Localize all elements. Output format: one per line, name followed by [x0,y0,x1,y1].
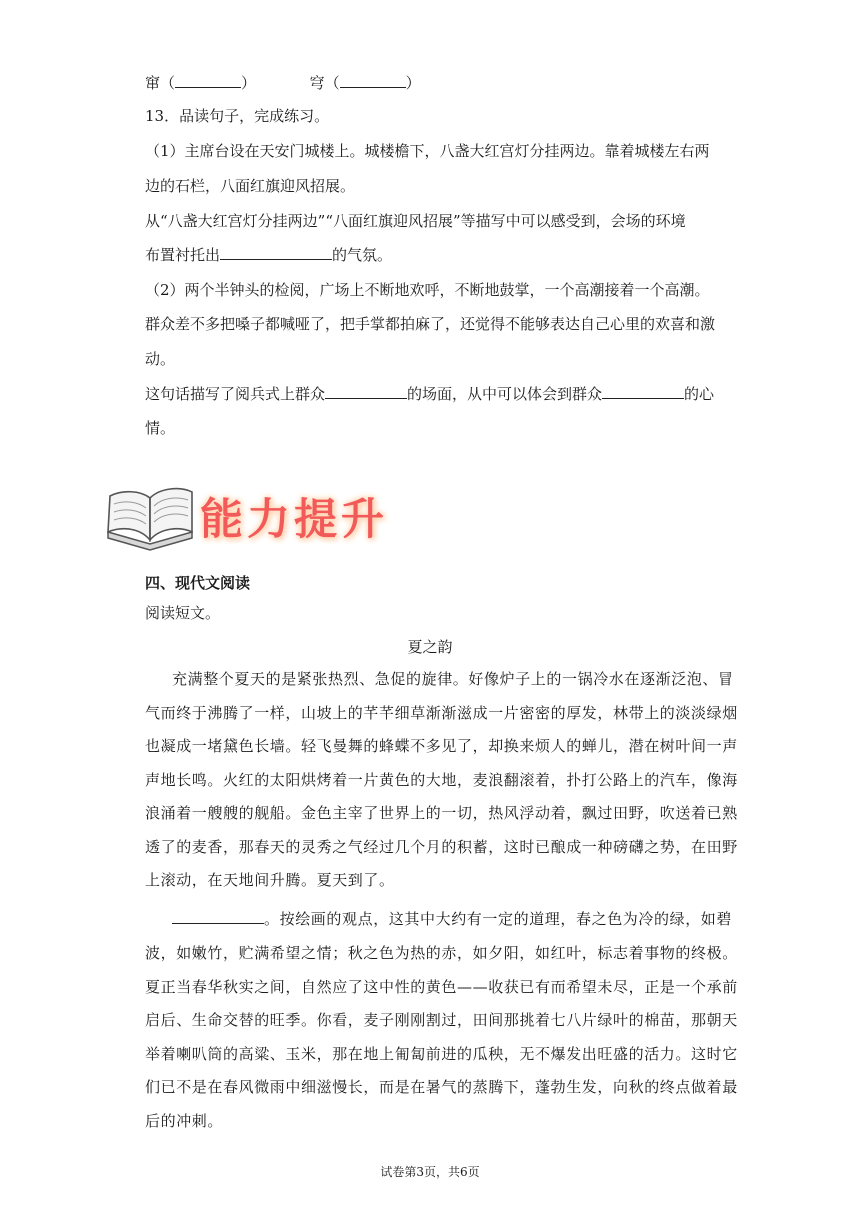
q12-char1: 窜 [145,74,161,92]
q13-s2-q-c: 的心 [684,385,715,403]
p2-first-line [172,908,732,929]
q12-tail-line [145,73,421,93]
q13-blank-atmosphere[interactable] [220,245,332,260]
article-title: 夏之韵 [407,638,453,656]
q12-char2: 穹 [309,74,325,92]
section4-heading: 四、现代文阅读 [145,574,251,592]
q13-s1-line2: 边的石栏，八面红旗迎风招展。 [145,177,356,195]
q13-s1-q-line2 [145,245,392,265]
q13-s2-line2: 群众差不多把嗓子都喊哑了，把手掌都拍麻了，还觉得不能够表达自己心里的欢喜和激 [145,315,716,333]
article-blank-topic-sentence[interactable] [172,909,264,924]
p1-line: 气而终于沸腾了一样，山坡上的芊芊细草渐渐滋成一片密密的厚发，林带上的淡淡绿烟 [145,703,738,722]
p1-line: 上滚动，在天地间升腾。夏天到了。 [145,871,395,889]
q13-s2-line3: 动。 [145,350,176,368]
q13-s2-line1: （2）两个半钟头的检阅，广场上不断地欢呼，不断地鼓掌，一个高潮接着一个高潮。 [145,281,710,299]
q12-blank-1[interactable] [175,73,241,88]
p1-line: 也凝成一堵黛色长墙。轻飞曼舞的蜂蝶不多见了，却换来烦人的蝉儿，潜在树叶间一声 [145,737,738,755]
p2-line: 们已不是在春风微雨中细滋慢长，而是在暑气的蒸腾下，蓬勃生发，向秋的终点做着最 [145,1078,738,1096]
q12-blank-2[interactable] [340,73,406,88]
q12-open1: （ [160,74,176,92]
open-book-icon [100,482,200,552]
q12-close1: ） [241,74,257,92]
q13-blank-scene[interactable] [325,384,407,399]
q13-s2-q-line1 [145,384,714,404]
p1-line: 声地长鸣。火红的太阳烘烤着一片黄色的大地，麦浪翻滚着，扑打公路上的汽车，像海 [145,770,738,789]
q13-s2-q-b: 的场面，从中可以体会到群众 [407,385,603,403]
q13-s1-line1: （1）主席台设在天安门城楼上。城楼檐下，八盏大红宫灯分挂两边。靠着城楼左右两 [145,142,710,160]
q13-s2-q-line2: 情。 [145,419,176,437]
q13-title: 13．品读句子，完成练习。 [145,107,330,125]
section4-instruction: 阅读短文。 [145,604,221,622]
page-footer: 试卷第3页，共6页 [380,1165,480,1179]
p2-line: 举着喇叭筒的高粱、玉米，那在地上匍匐前进的瓜秧，无不爆发出旺盛的活力。这时它 [145,1044,738,1063]
q13-s1-q-suffix: 的气氛。 [332,246,393,264]
q13-s2-q-a: 这句话描写了阅兵式上群众 [145,385,326,403]
banner-title: 能力提升 [200,495,388,545]
p1-line: 透了的麦香，那春天的灵秀之气经过几个月的积蓄，这时已酿成一种磅礴之势，在田野 [145,837,738,856]
q12-close2: ） [405,74,421,92]
p2-line: 启后、生命交替的旺季。你看，麦子刚刚割过，田间那挑着七八片绿叶的棉苗，那朝天 [145,1011,738,1029]
p2-line: 夏正当春华秋实之间，自然应了这中性的黄色——收获已有而希望未尽，正是一个承前 [145,977,738,996]
p1-line: 浪涌着一艘艘的舰船。金色主宰了世界上的一切，热风浮动着，飘过田野，吹送着已熟 [145,804,738,822]
q13-s1-q-prefix: 布置衬托出 [145,246,221,264]
q12-open2: （ [324,74,340,92]
p1-line: 充满整个夏天的是紧张热烈、急促的旋律。好像炉子上的一锅冷水在逐渐泛泡、冒 [172,670,734,688]
p2-line: 后的冲刺。 [145,1111,224,1130]
q13-s1-q-line1: 从“八盏大红宫灯分挂两边”“八面红旗迎风招展”等描写中可以感受到，会场的环境 [145,212,686,230]
q13-blank-mood[interactable] [602,384,684,399]
p2-first-text: 。按绘画的观点，这其中大约有一定的道理，春之色为冷的绿，如碧 [264,910,733,928]
p2-line: 波，如嫩竹，贮满希望之情；秋之色为热的赤，如夕阳，如红叶，标志着事物的终极。 [145,944,738,962]
